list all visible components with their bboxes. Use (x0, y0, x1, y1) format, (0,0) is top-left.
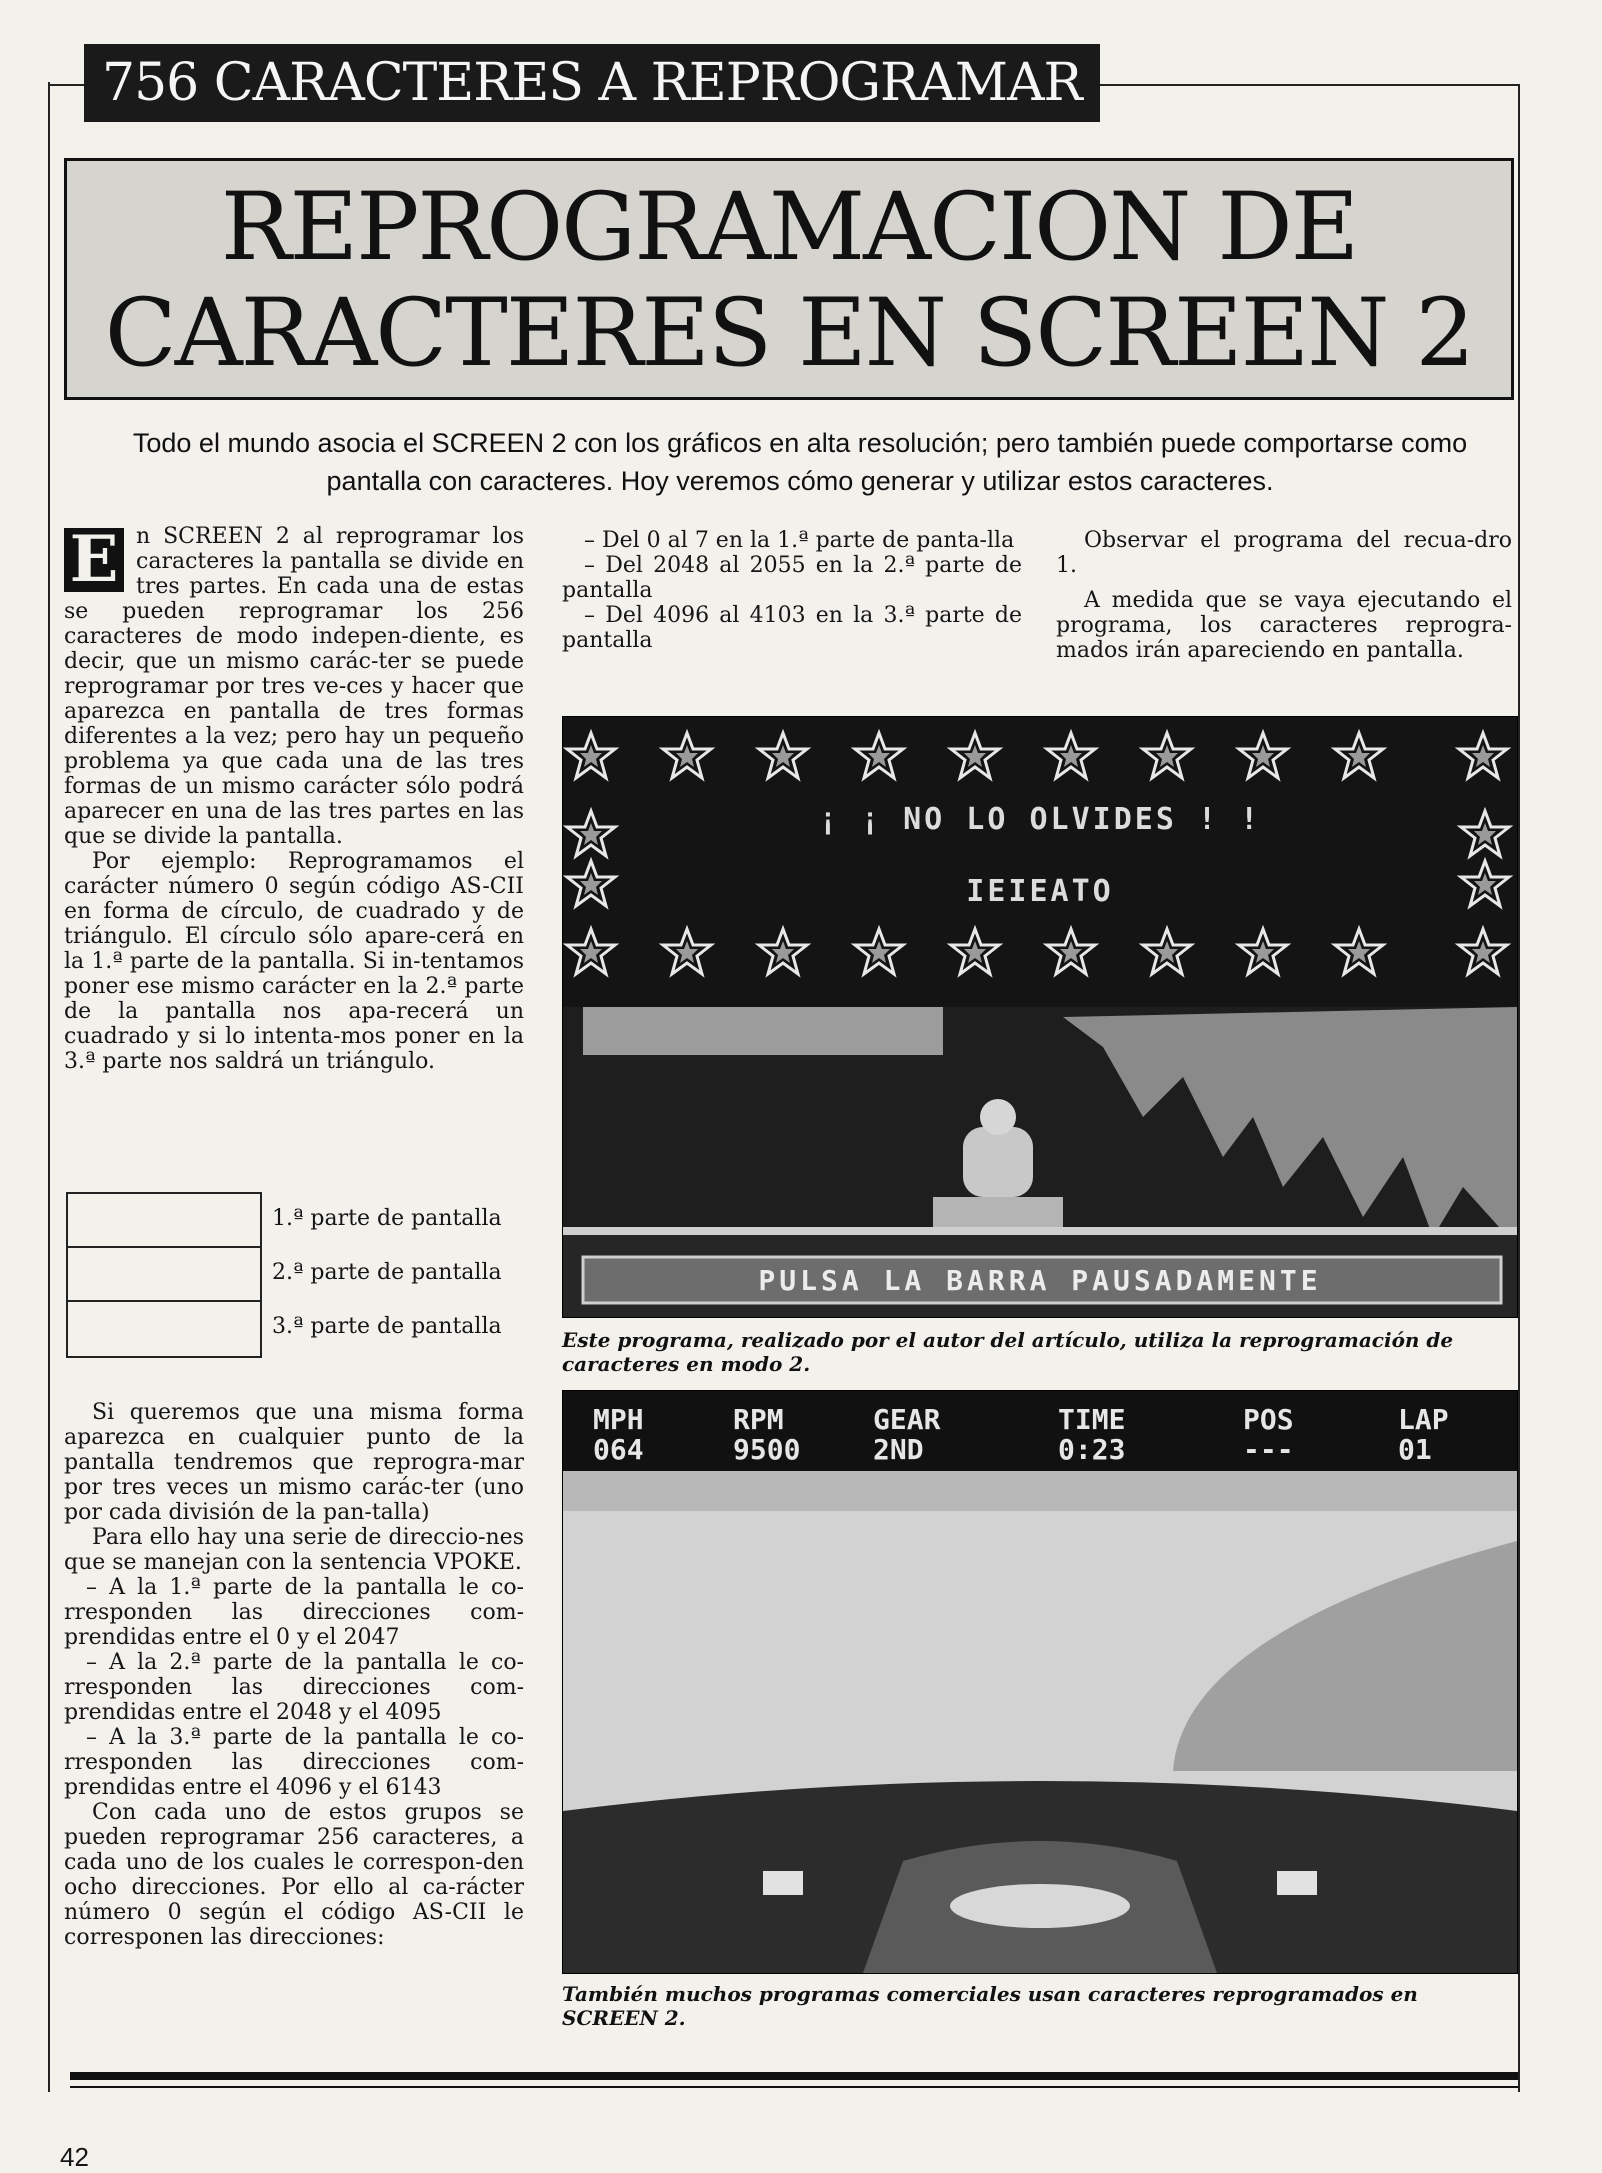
list-item: – A la 2.ª parte de la pantalla le co-rresponden las direcciones com-prendidas entre el 2048 y el 4095 (64, 1650, 524, 1725)
hud-label-gear: GEAR (873, 1403, 941, 1436)
cloud-platform (583, 1007, 943, 1055)
lead-line-2: pantalla con caracteres. Hoy veremos cómo generar y utilizar estos caracteres. (326, 466, 1274, 496)
paragraph: Con cada uno de estos grupos se pueden reprogramar 256 caracteres, a cada uno de los cuales le correspon-den ocho direcciones. Por ello al ca-rácter número 0 según el código AS-CII le corresponen las direcciones: (64, 1800, 524, 1950)
page-number: 42 (60, 2142, 89, 2172)
page-title (67, 175, 1511, 387)
lead-paragraph (70, 424, 1530, 500)
hud-label-lap: LAP (1398, 1403, 1449, 1436)
diagram-box-part-3 (68, 1302, 260, 1356)
footer-rule-thin (70, 2086, 1518, 2088)
article-column-3 (1056, 528, 1512, 663)
screenshot-racing-game (562, 1390, 1518, 1974)
diagram-boxes (66, 1192, 262, 1358)
banner-text: PULSA LA BARRA PAUSADAMENTE (758, 1264, 1322, 1297)
section-kicker: 756 CARACTERES A REPROGRAMAR (84, 44, 1100, 122)
list-item: – Del 4096 al 4103 en la 3.ª parte de pantalla (562, 603, 1022, 653)
dropcap: E (64, 528, 124, 592)
diagram-label-2: 2.ª parte de pantalla (272, 1260, 502, 1285)
diagram-label-3: 3.ª parte de pantalla (272, 1314, 502, 1339)
star-row-top (567, 733, 1507, 778)
demo-name-text: IEIEATO (966, 874, 1114, 909)
hud-value-time: 0:23 (1058, 1433, 1126, 1466)
paragraph: Por ejemplo: Reprogramamos el carácter número 0 según código AS-CII en forma de círculo, de cuadrado y de triángulo. El círculo sólo apare-cerá en la 1.ª parte de la pantalla. Si in-tentamos poner ese mismo carácter en la 2.ª parte de la pantalla nos apa-recerá un cuadrado y si lo intenta-mos poner en la 3.ª parte nos saldrá un triángulo. (64, 849, 524, 1074)
character-sprite (963, 1127, 1033, 1197)
sky-band (563, 1471, 1517, 1511)
screenshot-program-graphic (563, 717, 1517, 1317)
hud-label-rpm: RPM (733, 1403, 784, 1436)
hud-label-time: TIME (1058, 1403, 1126, 1436)
list-item: – A la 1.ª parte de la pantalla le co-rresponden las direcciones com-prendidas entre el 0 y el 2047 (64, 1575, 524, 1650)
lead-line-1: Todo el mundo asocia el SCREEN 2 con los gráficos en alta resolución; pero también puede comportarse como (132, 428, 1468, 458)
paragraph: Para ello hay una serie de direccio-nes que se manejan con la sentencia VPOKE. (64, 1525, 524, 1575)
hud-value-gear: 2ND (873, 1433, 924, 1466)
car-engine (950, 1884, 1130, 1928)
hud-value-rpm: 9500 (733, 1433, 801, 1466)
paragraph: n SCREEN 2 al reprogramar los caracteres la pantalla se divide en tres partes. En cada una de estas se pueden reprogramar los 256 caracteres de modo indepen-diente, es decir, que un mismo carác-ter se puede reprogramar por tres ve-ces y hacer que aparezca en pantalla de tres formas diferentes a la vez; pero hay un pequeño problema ya que cada una de las tres formas de un mismo carácter sólo podrá aparecer en una de las tres partes en las que se divide la pantalla. (64, 524, 524, 849)
hud-label-mph: MPH (593, 1403, 644, 1436)
hud-value-mph: 064 (593, 1433, 644, 1466)
hud-label-pos: POS (1243, 1403, 1294, 1436)
caption-screenshot-2: También muchos programas comerciales usan caracteres reprogramados en SCREEN 2. (562, 1982, 1418, 2030)
star-row-bottom (567, 929, 1507, 974)
right-rule (1518, 86, 1520, 2092)
left-rule (48, 82, 50, 2092)
screenshot-program-demo (562, 716, 1518, 1318)
hud-value-pos: --- (1243, 1433, 1294, 1466)
hud-value-lap: 01 (1398, 1433, 1432, 1466)
diagram-box-part-1 (68, 1194, 260, 1248)
screen-parts-diagram (66, 1192, 520, 1362)
article-column-1 (64, 524, 524, 1074)
title-box (64, 158, 1514, 400)
star-column-right (1461, 811, 1509, 906)
paragraph: Si queremos que una misma forma aparezca en cualquier punto de la pantalla tendremos que reprogra-mar por tres veces un mismo carác-ter (uno por cada división de la pan-talla) (64, 1400, 524, 1525)
paragraph: Observar el programa del recua-dro 1. (1056, 528, 1512, 578)
footer-rule (70, 2072, 1518, 2080)
star-column-left (567, 811, 615, 906)
list-item: – Del 0 al 7 en la 1.ª parte de panta-lla (584, 528, 1015, 553)
demo-message-text: ¡ ¡ NO LO OLVIDES ! ! (818, 802, 1262, 837)
caption-screenshot-1: Este programa, realizado por el autor del artículo, utiliza la reprogramación de caracteres en modo 2. (562, 1328, 1454, 1376)
article-column-1-continued (64, 1400, 524, 1950)
diagram-box-part-2 (68, 1248, 260, 1302)
diagram-label-1: 1.ª parte de pantalla (272, 1206, 502, 1231)
list-item: – Del 2048 al 2055 en la 2.ª parte de pantalla (562, 553, 1022, 603)
title-line-2: CARACTERES EN SCREEN 2 (104, 279, 1474, 388)
article-column-2 (562, 528, 1022, 653)
screenshot-racing-graphic (563, 1391, 1517, 1973)
list-item: – A la 3.ª parte de la pantalla le co-rresponden las direcciones com-prendidas entre el 4096 y el 6143 (64, 1725, 524, 1800)
paragraph: A medida que se vaya ejecutando el programa, los caracteres reprogra-mados irán apareciendo en pantalla. (1056, 588, 1512, 663)
title-line-1: REPROGRAMACION DE (220, 173, 1358, 282)
